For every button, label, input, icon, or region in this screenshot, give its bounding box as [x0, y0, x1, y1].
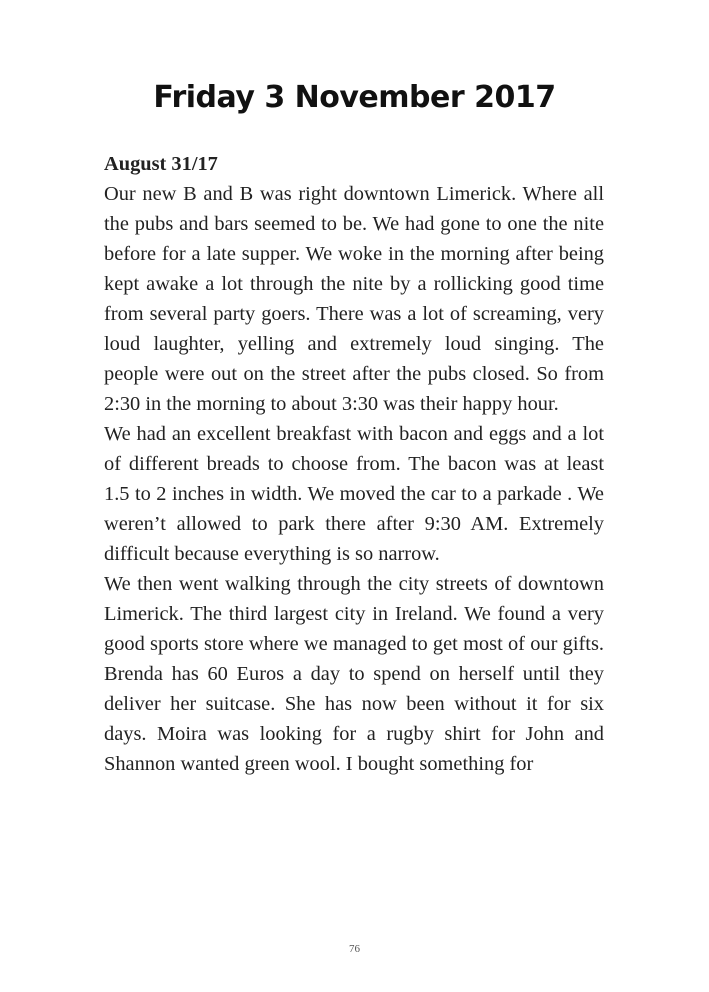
entry-date: August 31/17 — [104, 153, 218, 175]
paragraph: We had an excellent breakfast with bacon and eggs and a lot of different breads to choose from. The bacon was at least 1.5 to 2 inches in width. We moved the car to a parkade . We weren’t allowed to park there after 9:30 AM. Extremely difficult because everything is so narrow. — [104, 423, 604, 565]
journal-entry — [104, 149, 604, 779]
paragraph: Our new B and B was right downtown Limerick. Where all the pubs and bars seemed to be. We had gone to one the nite before for a late supper. We woke in the morning after being kept awake a lot through the nite by a rollicking good time from several party goers. There was a lot of screaming, very loud laughter, yelling and extremely loud singing. The people were out on the street after the pubs closed. So from 2:30 in the morning to about 3:30 was their happy hour. — [104, 183, 604, 415]
paragraph: We then went walking through the city streets of downtown Limerick. The third largest city in Ireland. We found a very good sports store where we managed to get most of our gifts. Brenda has 60 Euros a day to spend on herself until they deliver her suitcase. She has now been without it for six days. Moira was looking for a rugby shirt for John and Shannon wanted green wool. I bought something for — [104, 573, 604, 775]
page-number: 76 — [349, 943, 360, 955]
page-heading: Friday 3 November 2017 — [153, 80, 556, 115]
